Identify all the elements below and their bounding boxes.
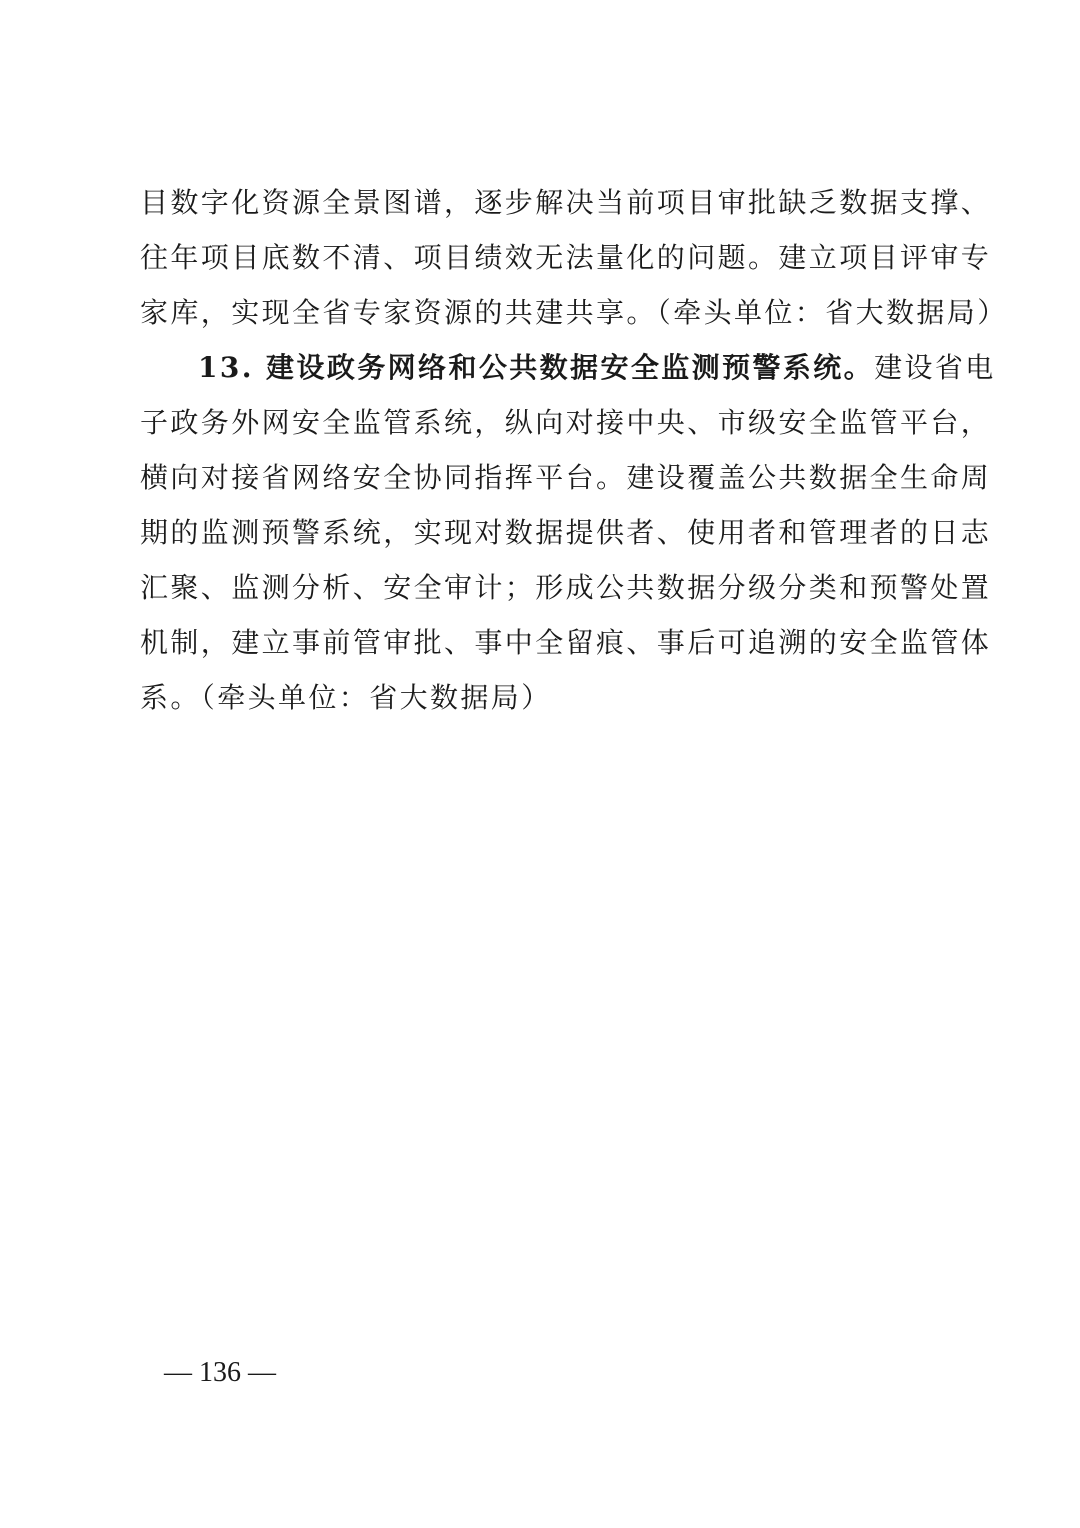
body-text — [140, 175, 1008, 725]
item-13-heading: 13. 建设政务网络和公共数据安全监测预警系统。 — [198, 351, 875, 384]
paragraph-line: 横向对接省网络安全协同指挥平台。建设覆盖公共数据全生命周 — [140, 461, 992, 494]
paragraph-line: 系。（牵头单位：省大数据局） — [140, 681, 552, 714]
paragraph-line: 期的监测预警系统，实现对数据提供者、使用者和管理者的日志 — [140, 516, 992, 549]
page-number: — 136 — — [164, 1357, 276, 1388]
paragraph-line: 家库，实现全省专家资源的共建共享。（牵头单位：省大数据局） — [140, 296, 1008, 329]
paragraph-line: 目数字化资源全景图谱，逐步解决当前项目审批缺乏数据支撑、 — [140, 186, 992, 219]
paragraph-line: 机制，建立事前管审批、事中全留痕、事后可追溯的安全监管体 — [140, 626, 992, 659]
item-13-text: 建设省电 — [874, 351, 996, 384]
item-13-first-line — [140, 340, 996, 395]
paragraph-line: 汇聚、监测分析、安全审计；形成公共数据分级分类和预警处置 — [140, 571, 992, 604]
paragraph-line: 子政务外网安全监管系统，纵向对接中央、市级安全监管平台， — [140, 406, 992, 439]
paragraph-line: 往年项目底数不清、项目绩效无法量化的问题。建立项目评审专 — [140, 241, 992, 274]
